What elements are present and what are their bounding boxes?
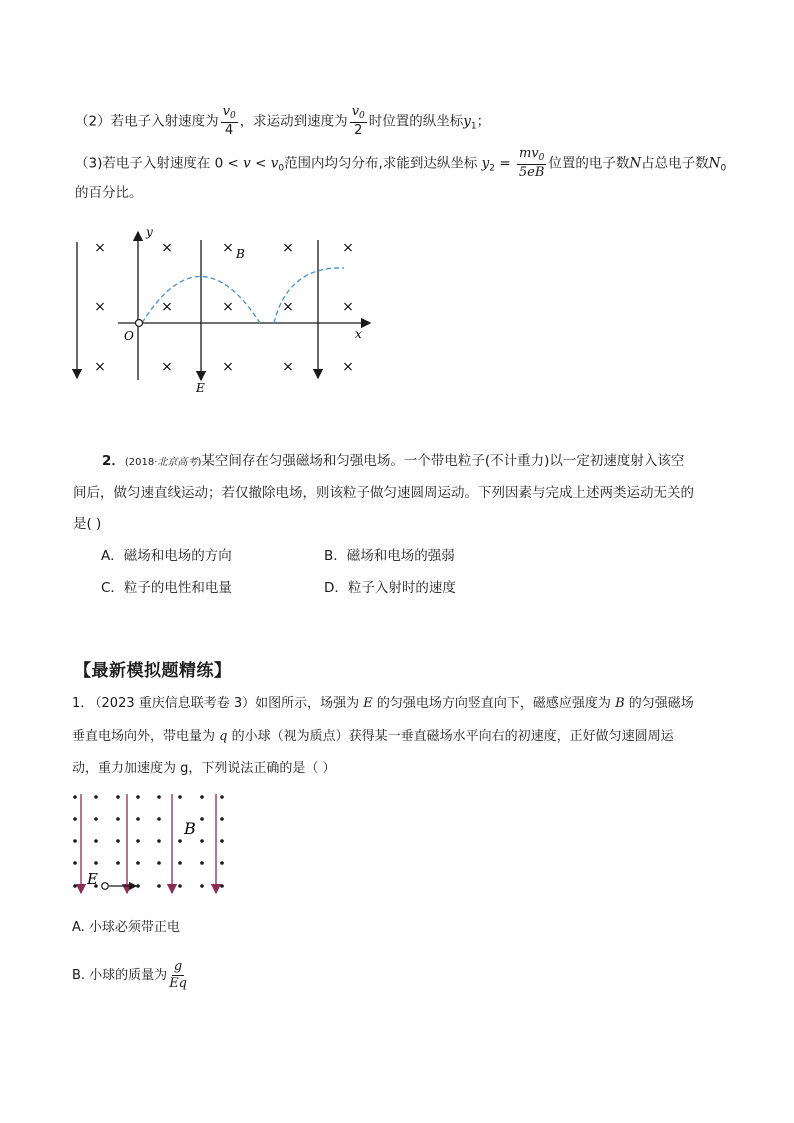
option-c: C．粒子的电性和电量 xyxy=(101,580,232,596)
problem-2-line-2: 间后，做匀速直线运动；若仅撤除电场，则该粒子做匀速圆周运动。下列因素与完成上述两类运动无关的 xyxy=(73,485,694,501)
figure-magnetic-electric-field xyxy=(60,228,390,398)
option-a: A．磁场和电场的方向 xyxy=(101,548,232,564)
fraction-g-over-eq: $\frac{g}{Eq}$ xyxy=(169,959,187,991)
origin-point xyxy=(136,320,143,327)
label-e: E xyxy=(87,870,98,888)
label-y: y xyxy=(146,228,153,239)
cross-mark: × xyxy=(161,240,173,256)
q2-suffix: 时位置的纵坐标 xyxy=(368,113,464,130)
problem-number: 2． xyxy=(102,453,125,469)
cross-mark: × xyxy=(282,299,294,315)
cross-mark: × xyxy=(222,240,234,256)
cross-mark: × xyxy=(222,299,234,315)
option-d: D．粒子入射时的速度 xyxy=(324,580,456,596)
fraction-v0-over-4: $\frac{v_0}{4}$ xyxy=(222,104,236,139)
fraction-v0-over-2: $\frac{v_0}{2}$ xyxy=(351,104,365,139)
problem-2-line-3: 是( ) xyxy=(73,516,102,532)
cross-mark: × xyxy=(342,299,354,315)
cross-mark: × xyxy=(282,359,294,375)
fraction-mv0-over-5eB: $\frac{mv_0}{5eB}$ xyxy=(518,146,545,181)
cross-mark: × xyxy=(342,240,354,256)
label-x: x xyxy=(355,327,362,341)
label-b: B xyxy=(236,247,245,261)
question-2-line: （2）若电子入射速度为 $\frac{v_0}{4}$ ，求运动到速度为 $\frac{v_0}{2}$ 时位置的纵坐标$y_1$； xyxy=(75,104,491,139)
label-b: B xyxy=(184,819,196,838)
option-b: B．磁场和电场的强弱 xyxy=(324,548,455,564)
cross-mark: × xyxy=(161,359,173,375)
cross-mark: × xyxy=(94,299,106,315)
label-origin: O xyxy=(124,329,134,343)
sim-option-b: B. 小球的质量为 $\frac{g}{Eq}$ xyxy=(72,959,187,991)
cross-mark: × xyxy=(282,240,294,256)
sim-problem-1-line-3: 动，重力加速度为 g，下列说法正确的是（ ） xyxy=(72,761,336,776)
cross-mark: × xyxy=(342,359,354,375)
sim-option-a: A. 小球必须带正电 xyxy=(72,920,180,935)
cross-mark: × xyxy=(222,359,234,375)
section-title: 【最新模拟题精练】 xyxy=(74,661,232,681)
q2-middle: ，求运动到速度为 xyxy=(239,113,348,130)
source-name: 北京高考 xyxy=(157,457,198,468)
sim-problem-1-line-1: 1. （2023 重庆信息联考卷 3）如图所示，场强为 E 的匀强电场方向竖直向下，磁感应强度为 B 的匀强磁场 xyxy=(72,696,694,711)
label-e: E xyxy=(196,381,205,395)
ball xyxy=(102,883,109,890)
cross-mark: × xyxy=(94,359,106,375)
question-3-line-2: 的百分比。 xyxy=(75,185,143,201)
problem-2-line-1: 2．(2018·北京高考)某空间存在匀强磁场和匀强电场。一个带电粒子(不计重力)以一定初速度射入该空 xyxy=(102,453,685,469)
cross-mark: × xyxy=(94,240,106,256)
question-3-line: （3)若电子入射速度在 $0 < v < v_0$范围内均匀分布,求能到达纵坐标 $y_2$ = $\frac{mv_0}{5eB}$ 位置的电子数N占总电子数$N_0$ xyxy=(75,146,727,181)
q2-prefix: （2）若电子入射速度为 xyxy=(75,113,219,130)
figure-dots-field xyxy=(66,790,226,895)
cross-mark: × xyxy=(161,299,173,315)
sim-problem-1-line-2: 垂直电场向外，带电量为 q 的小球（视为质点）获得某一垂直磁场水平向右的初速度，正好做匀速圆周运 xyxy=(72,729,674,744)
